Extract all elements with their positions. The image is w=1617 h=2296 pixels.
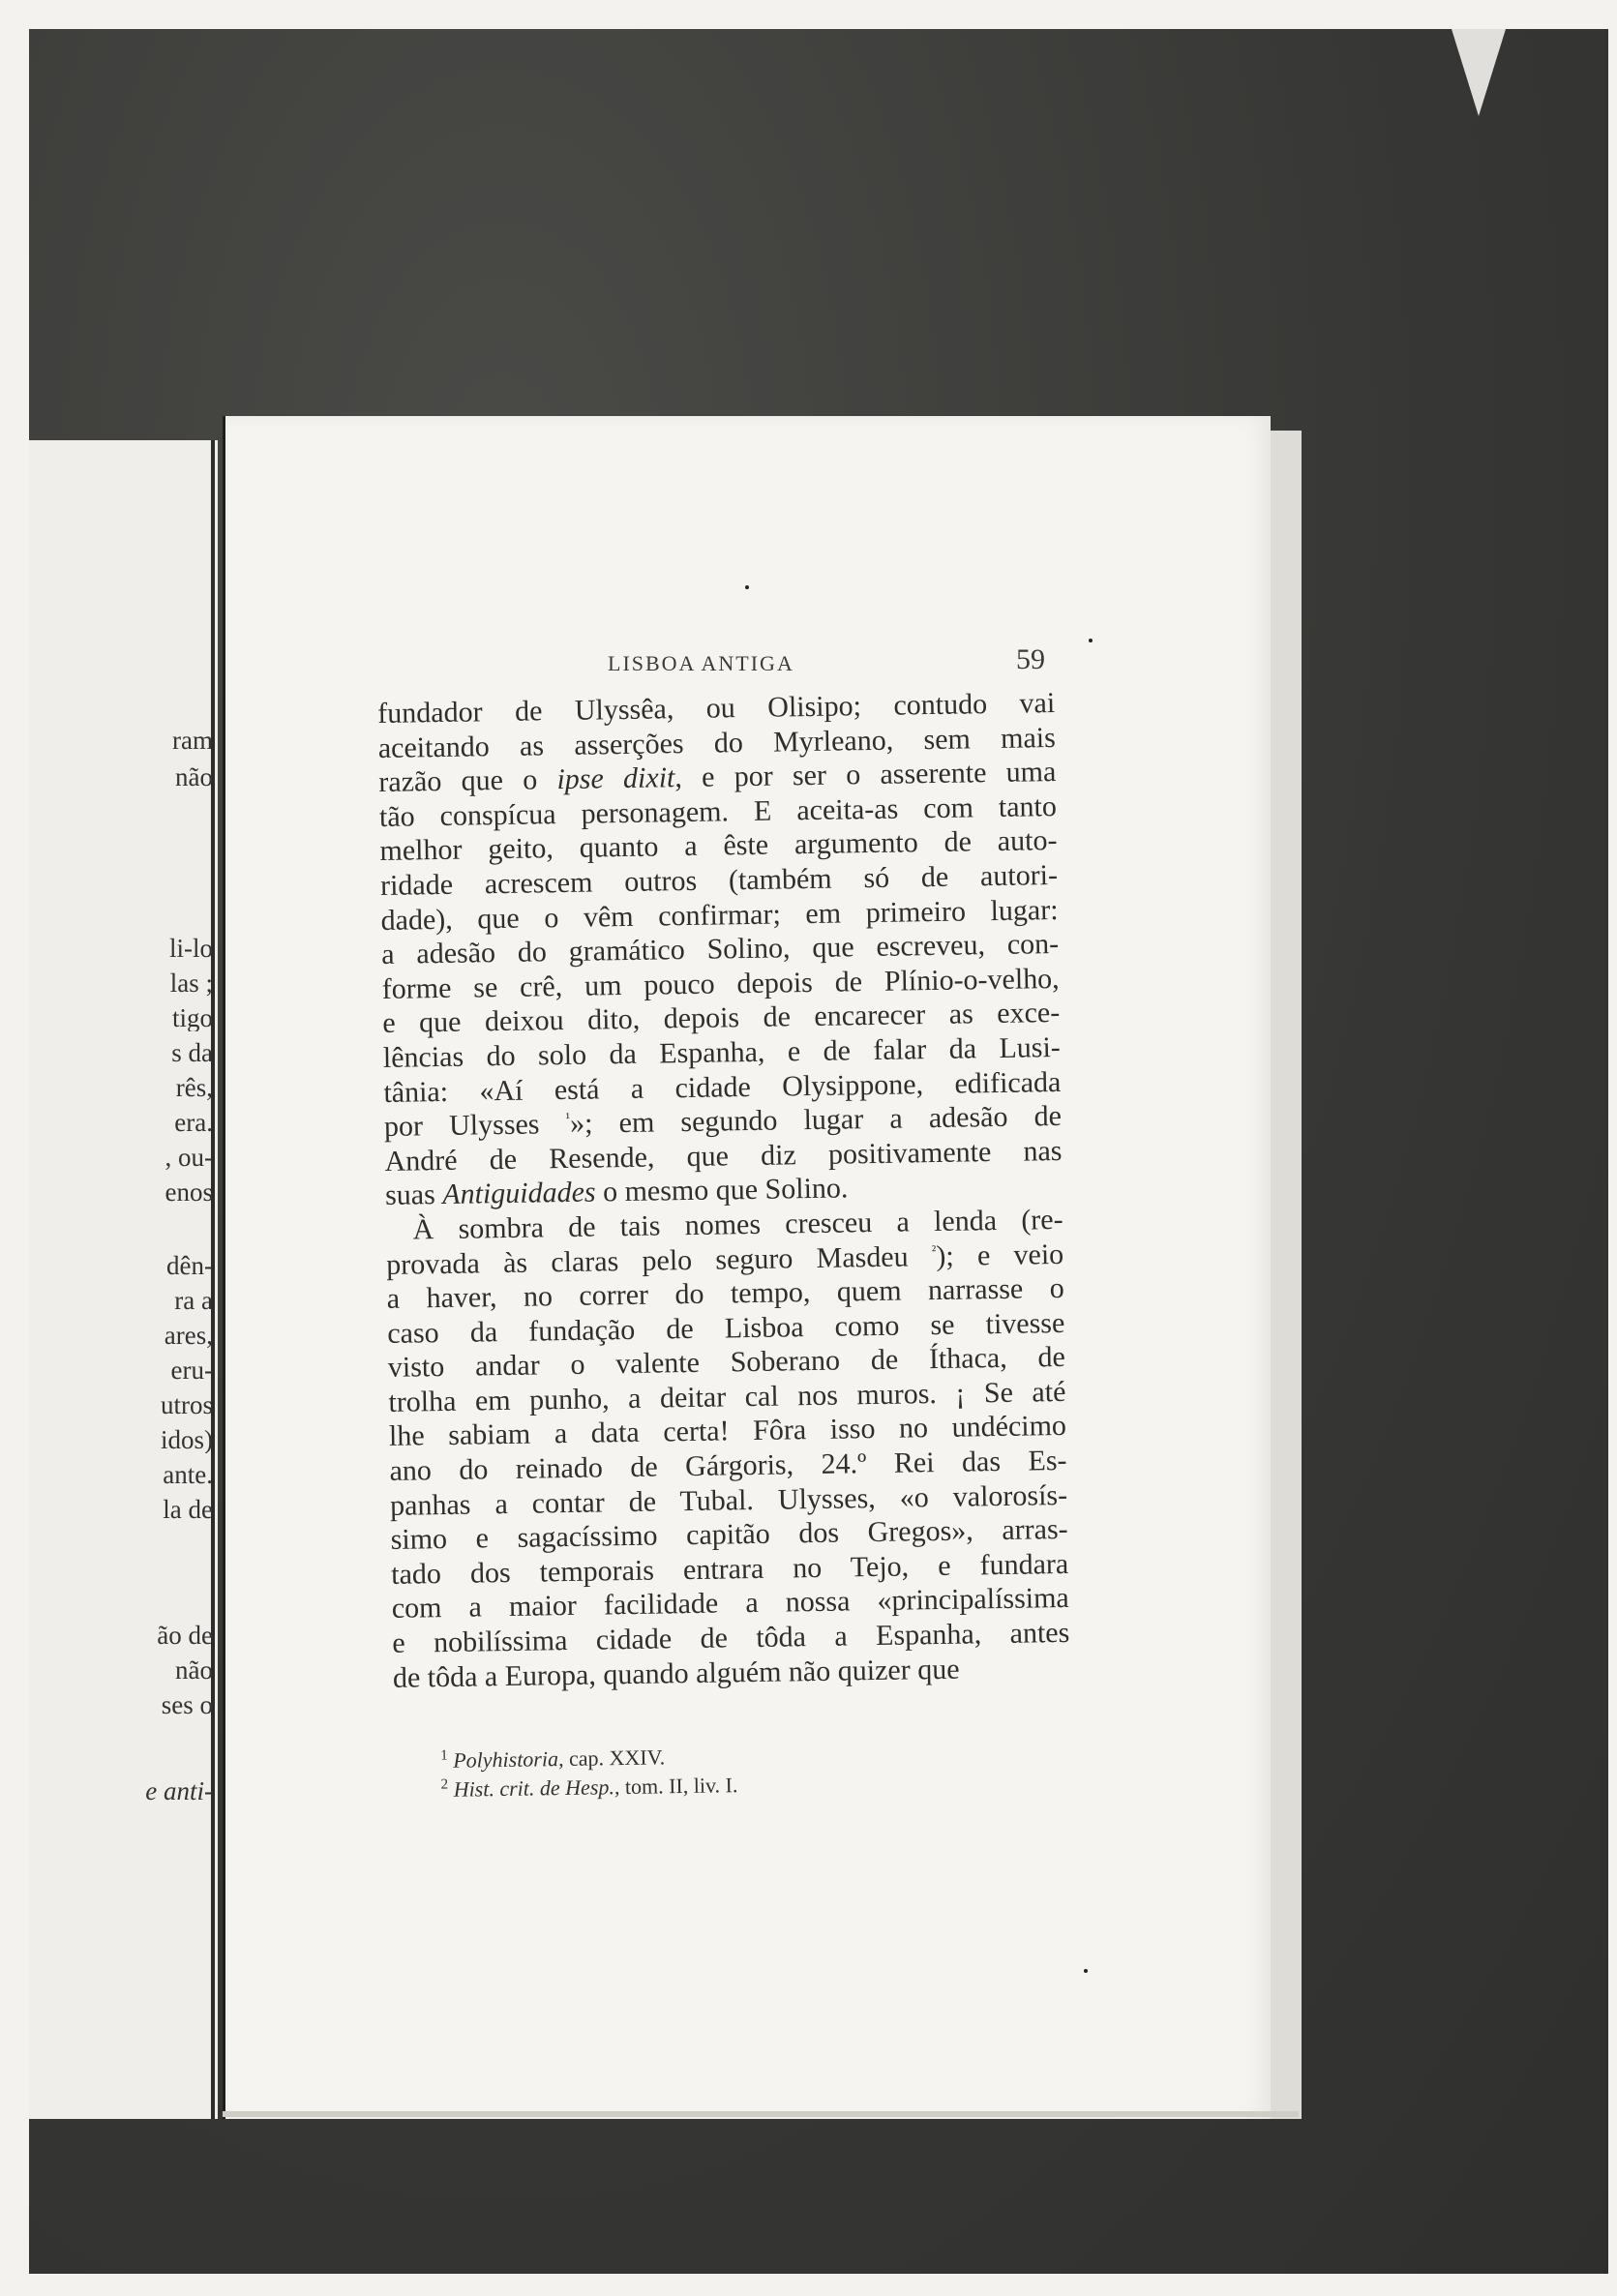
left-page-fragment: ra a [174,1288,213,1314]
left-page-fragment: enos [165,1179,213,1206]
running-title: LISBOA ANTIGA [608,651,794,675]
left-page-fragment: utros [161,1392,213,1418]
body-line: caso da fundação de Lisboa como se tivesse [387,1306,1065,1350]
body-line: trolha em punho, a deitar cal nos muros. ¡ Se até [388,1375,1066,1418]
left-page-fragment: eru- [170,1357,213,1384]
left-page-fragment: ses o [161,1692,213,1718]
body-line: melhor geito, quanto a êste argumento de auto- [379,824,1058,868]
body-line: ridade acrescem outros (também só de autori- [379,858,1059,902]
body-line: ano do reinado de Gárgoris, 24.º Rei das Es- [389,1444,1067,1487]
footnote-title: Hist. crit. de Hesp., [453,1774,620,1802]
speck [1084,1969,1088,1973]
body-line: de tôda a Europa, quando alguém não quizer que [392,1653,960,1694]
background-notch [1452,29,1506,116]
footnote-reference: cap. XXIV. [563,1744,666,1771]
left-page-fragment: idos) [161,1427,213,1453]
left-page-fragment: era. [174,1110,213,1136]
body-line: tado dos temporais entrara no Tejo, e fundara [390,1547,1069,1591]
footnote-number: 1 [440,1747,448,1764]
body-line: aceitando as asserções do Myrleano, sem mais [377,721,1057,764]
footnotes [440,1739,925,1804]
left-page-fragment: , ou- [165,1145,213,1171]
body-line: André de Resende, que diz positivamente nas [384,1134,1063,1178]
body-line: dade), que o vêm confirmar; em primeiro lugar: [380,893,1059,937]
speck [745,585,749,589]
body-line: e nobilíssima cidade de tôda a Espanha, antes [392,1616,1070,1659]
body-text [377,686,1070,1695]
left-page-fragment: rês, [175,1075,213,1101]
body-line: a adesão do gramático Solino, que escreveu, con- [380,928,1060,971]
left-page-text [29,0,223,2296]
left-page-fragment: las ; [169,970,213,997]
body-line: com a maior facilidade a nossa «principalíssima [391,1582,1069,1625]
left-page-fragment: ante. [163,1462,213,1488]
body-line: suas Antiguidades o mesmo que Solino. [384,1172,849,1212]
left-page-fragment: s da [171,1040,213,1066]
left-page-fragment: ram [172,728,213,754]
left-page-fragment: e anti- [145,1778,213,1804]
body-line: lhe sabiam a data certa! Fôra isso no undécimo [388,1410,1067,1453]
body-line: razão que o ipse dixit, e por ser o asserente uma [378,756,1057,799]
page-header [387,643,1045,682]
body-line: panhas a contar de Tubal. Ulysses, «o valorosís- [389,1478,1068,1522]
body-line: tão conspícua personagem. E aceita-as com tanto [378,790,1058,833]
body-line: a haver, no correr do tempo, quem narrasse o [386,1272,1064,1316]
body-line: À sombra de tais nomes cresceu a lenda (re- [412,1203,1063,1246]
left-page-fragment: não [175,764,213,790]
left-page-fragment: tigo [171,1005,213,1031]
left-page-fragment: ão de [157,1623,213,1649]
body-line: visto andar o valente Soberano de Íthaca, de [387,1341,1066,1385]
body-line: simo e sagacíssimo capitão dos Gregos», arras- [390,1513,1068,1557]
body-line: provada às claras pelo seguro Masdeu $^{^2}$); e veio [385,1237,1064,1281]
left-page-fragment: li-lo [169,936,213,962]
body-line: forme se crê, um pouco depois de Plínio-o-velho, [381,962,1060,1005]
body-line: lências do solo da Espanha, e de falar da Lusi- [382,1030,1062,1074]
body-line: e que deixou dito, depois de encarecer as exce- [382,997,1061,1040]
footnote-reference: tom. II, liv. I. [619,1773,738,1800]
left-page-fragment: dên- [166,1253,213,1279]
body-line: tânia: «Aí está a cidade Olysippone, edificada [383,1065,1062,1109]
footnote-title: Polyhistoria, [453,1746,564,1773]
left-page-fragment: não [175,1657,213,1684]
page-bottom-edge [223,2111,1299,2117]
page-number: 59 [1016,643,1045,675]
footnote-number: 2 [440,1776,449,1793]
speck [1089,639,1093,642]
left-page-fragment: ares, [164,1323,213,1349]
body-line: fundador de Ulyssêa, ou Olisipo; contudo vai [377,687,1056,730]
body-line: por Ulysses $^{^1}$»; em segundo lugar a adesão de [383,1100,1063,1144]
left-page-fragment: la de [163,1497,213,1523]
